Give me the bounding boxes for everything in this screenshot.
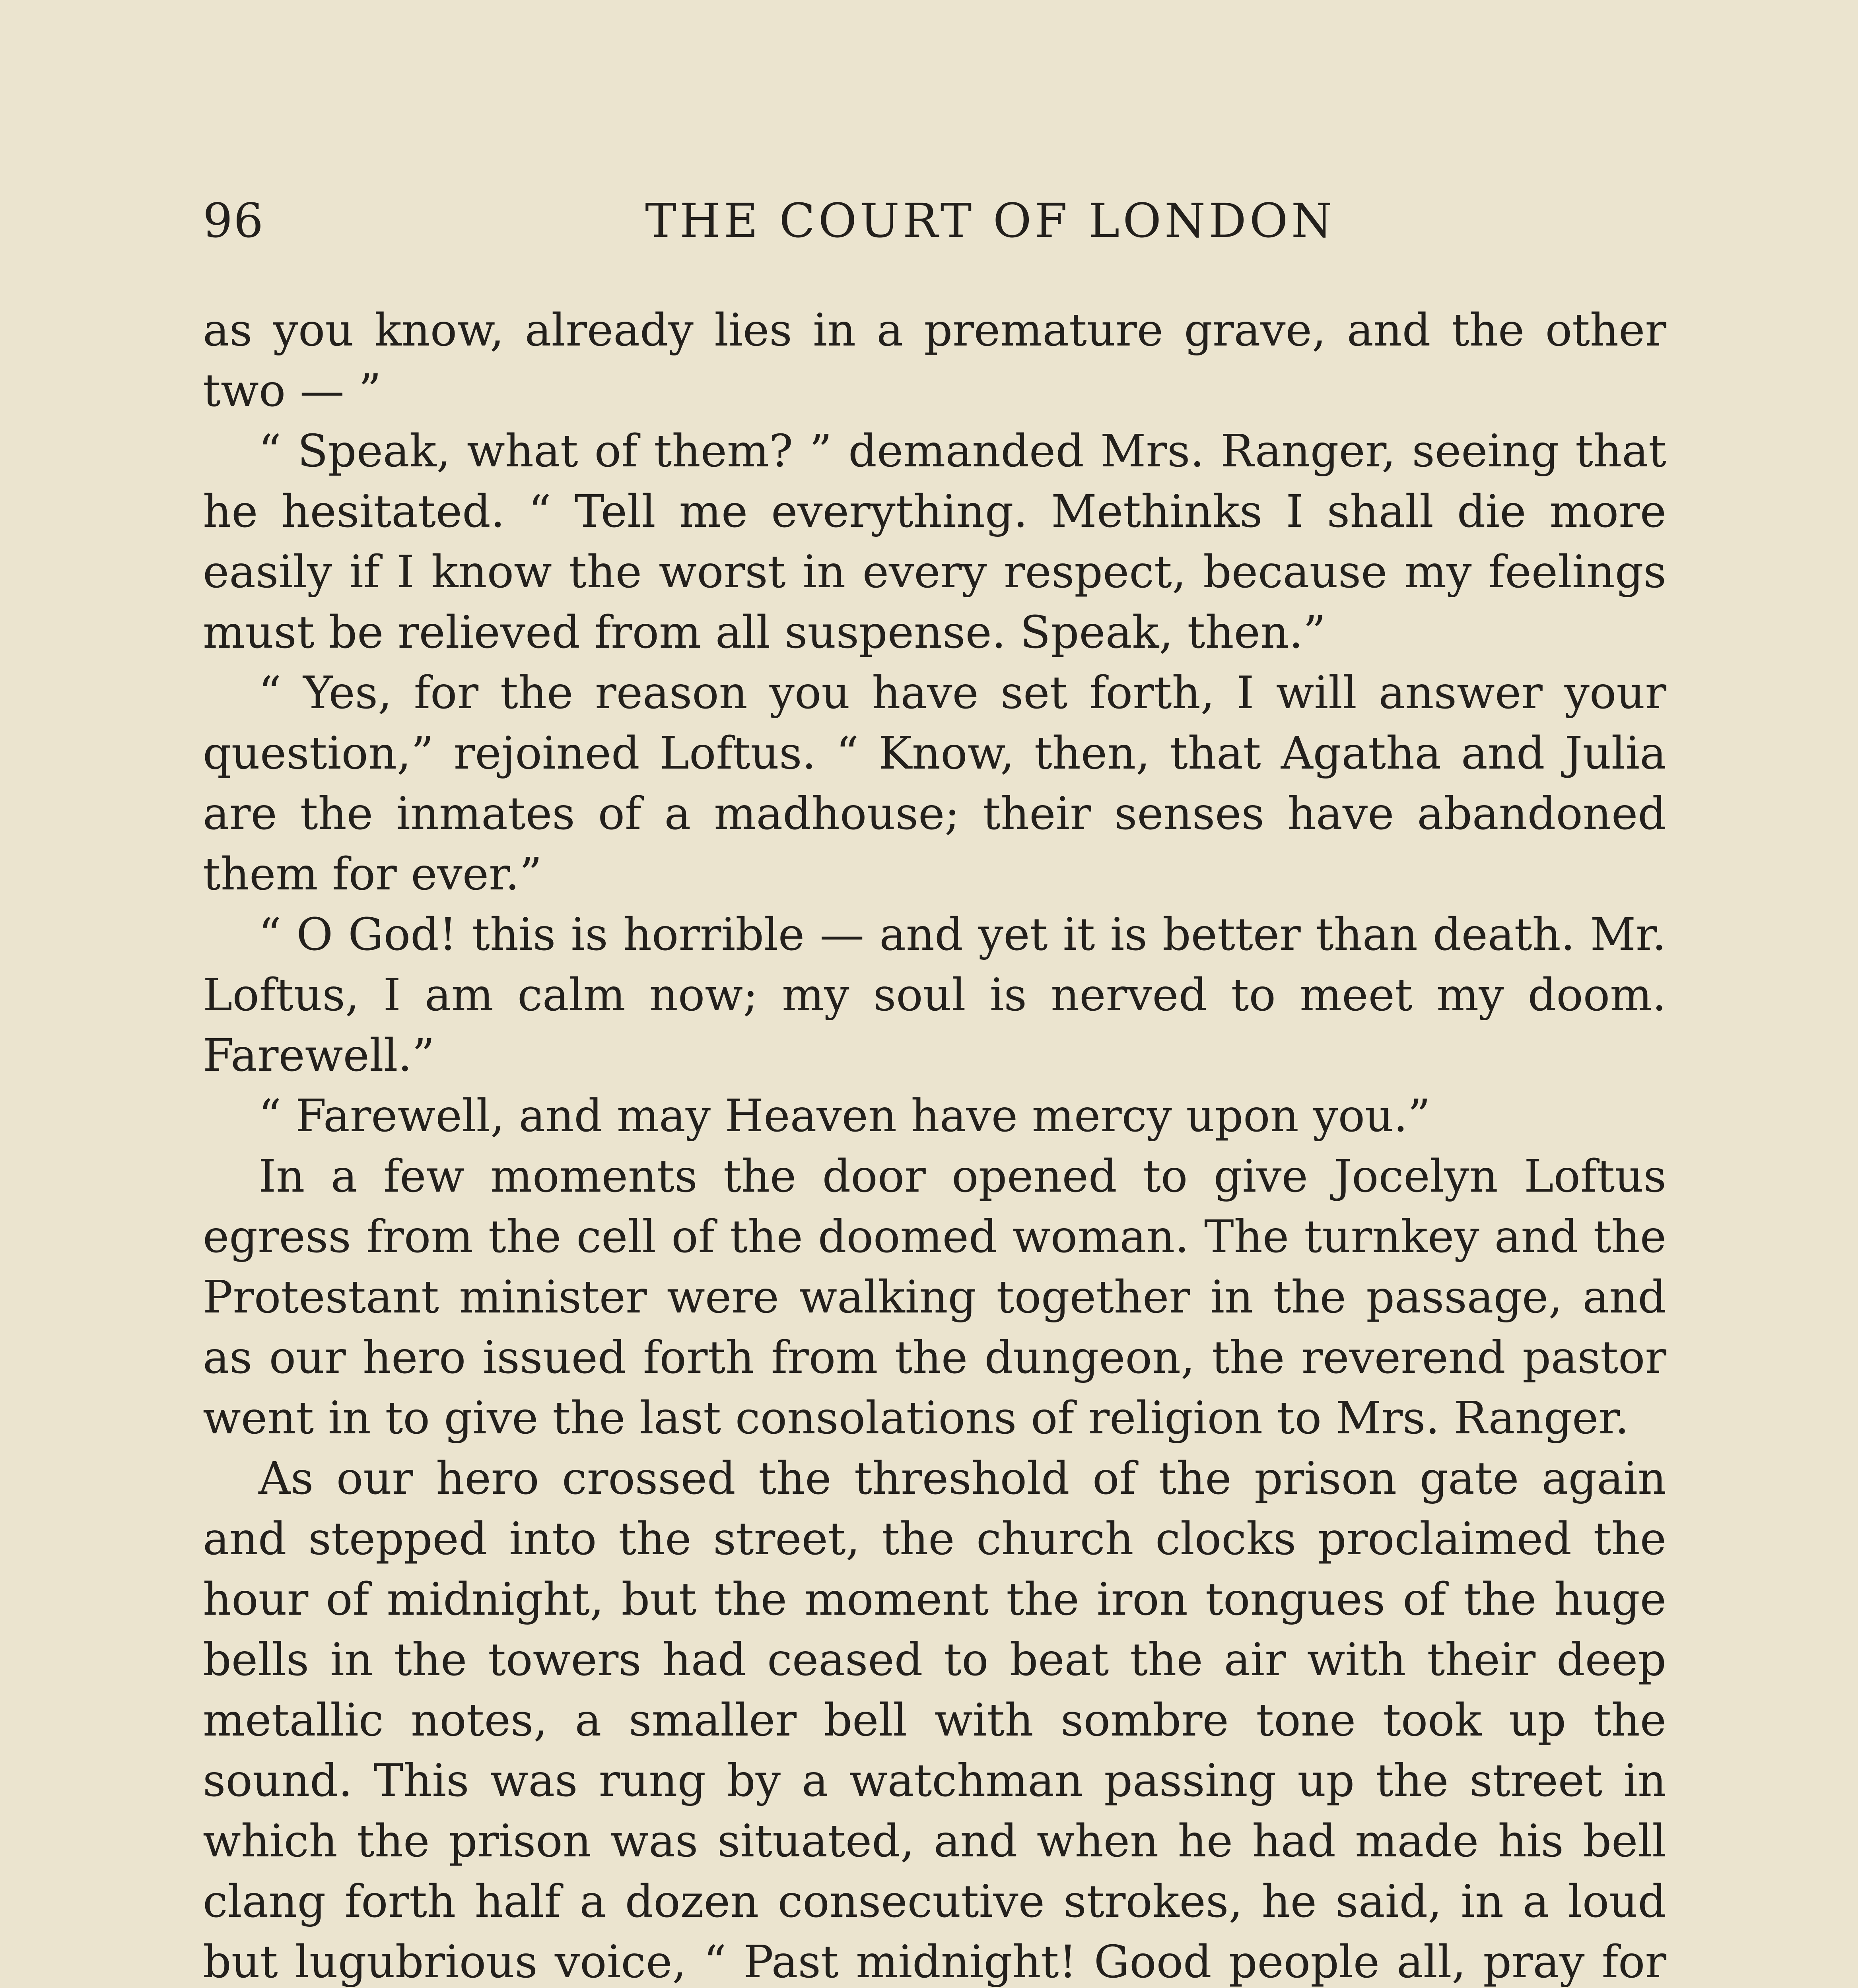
paragraph: In a few moments the door opened to give Jocelyn Loftus egress from the cell of the doomed woman. The turnkey and the Protestant minister were walking together in the passage, and as our hero issued forth from the dungeon, the reverend pastor went in to give the last consolations of religion to Mrs. Ranger.	[203, 1151, 1666, 1444]
paragraph: as you know, already lies in a premature grave, and the other two — ”	[203, 305, 1666, 417]
paragraph: “ Farewell, and may Heaven have mercy upon you.”	[258, 1090, 1430, 1142]
running-title: THE COURT OF LONDON	[645, 193, 1335, 248]
page-number: 96	[203, 193, 264, 248]
paragraph: “ Yes, for the reason you have set forth, I will answer your question,” rejoined Loftus. “ Know, then, that Agatha and Julia are the inmates of a madhouse; their senses have abandoned them for ever.”	[203, 667, 1666, 900]
paragraph: “ O God! this is horrible — and yet it is better than death. Mr. Loftus, I am calm now; my soul is nerved to meet my doom. Farewell.”	[203, 909, 1666, 1081]
paragraph: “ Speak, what of them? ” demanded Mrs. Ranger, seeing that he hesitated. “ Tell me everything. Methinks I shall die more easily if I know the worst in every respect, because my feelings must be relieved from all suspense. Speak, then.”	[203, 425, 1666, 658]
body-text	[203, 300, 1666, 1988]
paragraph: As our hero crossed the threshold of the prison gate again and stepped into the street, the church clocks proclaimed the hour of midnight, but the moment the iron tongues of the huge bells in the towers had ceased to beat the air with their deep metallic notes, a smaller bell with sombre tone took up the sound. This was rung by a watchman passing up the street in which the prison was situated, and when he had made his bell clang forth half a dozen consecutive strokes, he said, in a loud but lugubrious voice, “ Past midnight! Good people all, pray for	[203, 1453, 1666, 1988]
page-header	[203, 191, 1666, 262]
